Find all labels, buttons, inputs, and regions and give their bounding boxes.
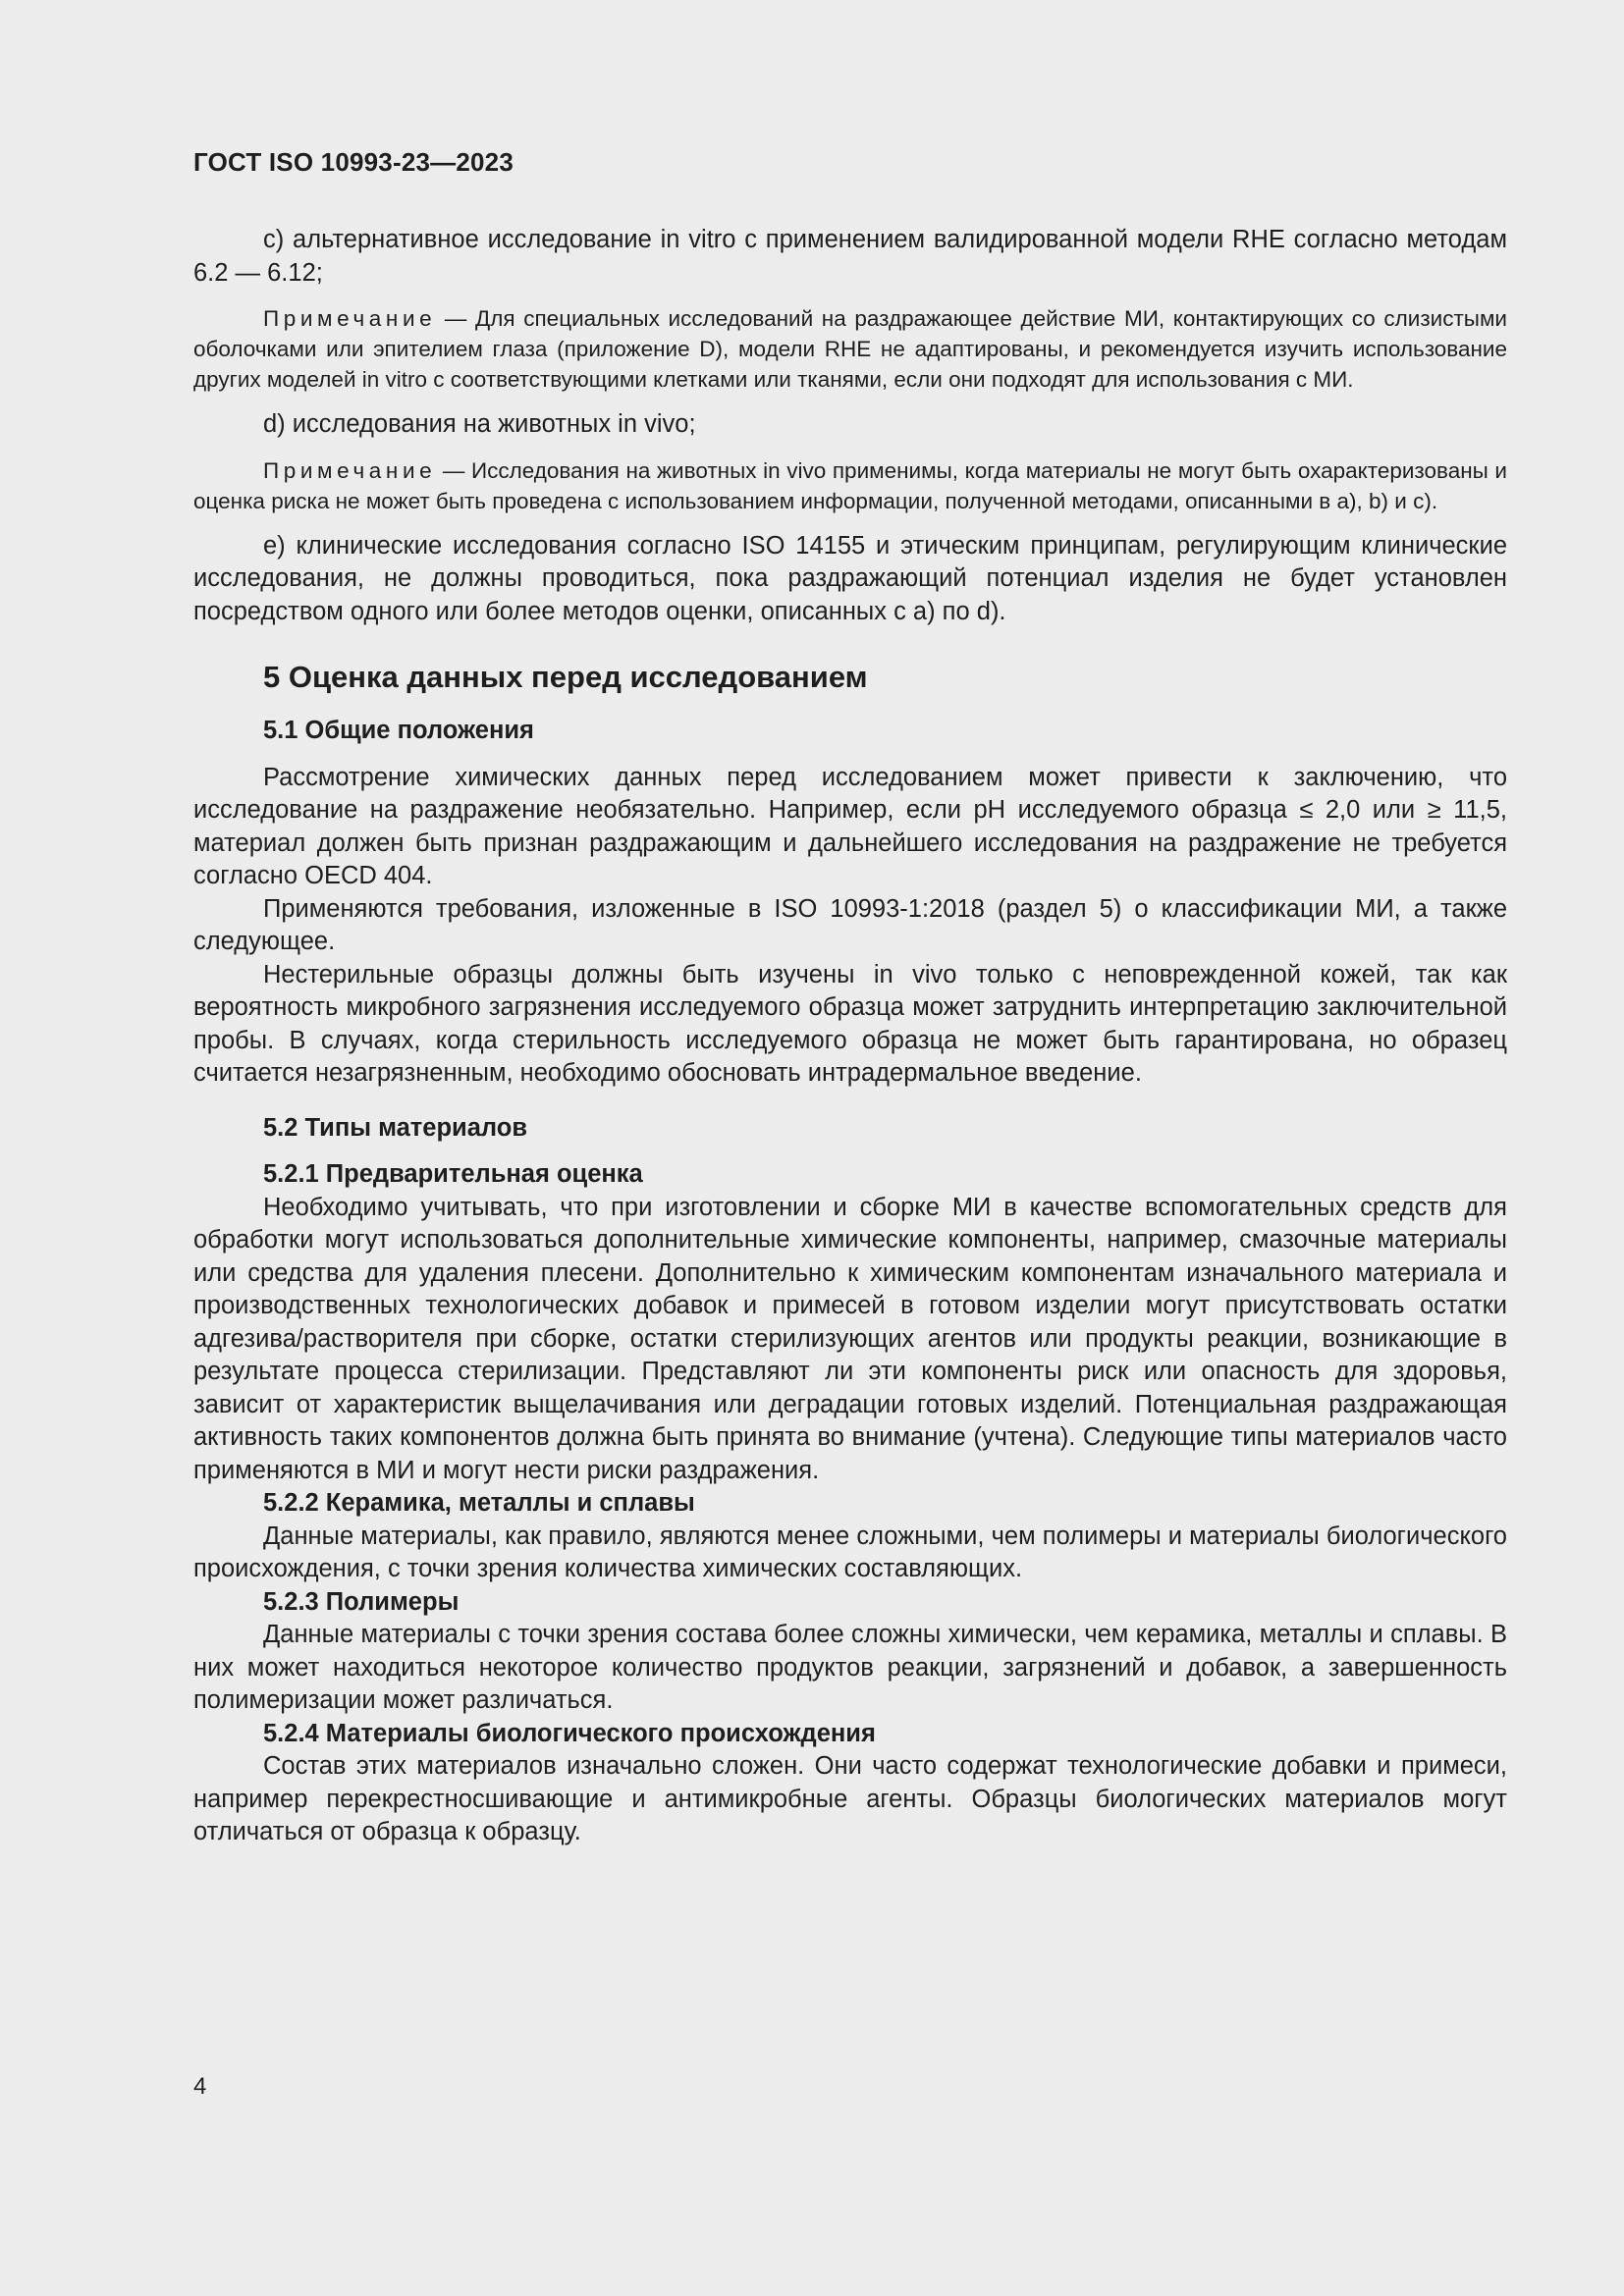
section-5-2-title: 5.2 Типы материалов [263, 1113, 528, 1142]
paragraph: Нестерильные образцы должны быть изучены in vivo только с неповрежденной кожей, так как вероятность микробного загрязнения исследуемого образца может затруднить интерпретацию заключительной пробы. В случаях, когда стерильность исследуемого образца не может быть гарантирована, но образец считается незагрязненным, необходимо обосновать интрадермальное введение. [193, 960, 1507, 1087]
section-5-2-1-title: 5.2.1 Предварительная оценка [263, 1160, 643, 1188]
section-5-title: 5 Оценка данных перед исследованием [263, 660, 868, 694]
paragraph: Рассмотрение химических данных перед исследованием может привести к заключению, что исследование на раздражение необязательно. Например, если pH исследуемого образца ≤ 2,0 или ≥ 11,5, материал должен быть признан раздражающим и дальнейшего исследования на раздражение не требуется согласно OECD 404. [193, 763, 1507, 889]
paragraph: Состав этих материалов изначально сложен. Они часто содержат технологические добавки и примеси, например перекрестносшивающие и антимикробные агенты. Образцы биологических материалов могут отличаться от образца к образцу. [193, 1752, 1507, 1845]
list-item-d: d) исследования на животных in vivo; [263, 410, 696, 438]
list-item-e: e) клинические исследования согласно ISO 14155 и этическим принципам, регулирующим клинические исследования, не должны проводиться, пока раздражающий потенциал изделия не будет установлен посредством одного или более методов оценки, описанных с a) по d). [193, 531, 1507, 625]
note-text: — Для специальных исследований на раздражающее действие МИ, контактирующих со слизистыми оболочками или эпителием глаза (приложение D), модели RHE не адаптированы, и рекомендуется изучить использование других моделей in vitro с соответствующими клетками или тканями, если они подходят для использования с МИ. [193, 306, 1507, 392]
section-5-2-2-title: 5.2.2 Керамика, металлы и сплавы [263, 1489, 695, 1517]
section-5-2-3-title: 5.2.3 Полимеры [263, 1587, 460, 1616]
document-header: ГОСТ ISO 10993-23—2023 [193, 147, 514, 177]
document-body [193, 224, 1507, 1849]
note-label: Примечание [263, 457, 437, 483]
paragraph: Необходимо учитывать, что при изготовлении и сборке МИ в качестве вспомогательных средств для обработки могут использоваться дополнительные химические компоненты, например, смазочные материалы или средства для удаления плесени. Дополнительно к химическим компонентам изначального материала и производственных технологических добавок и примесей в готовом изделии могут присутствовать остатки адгезива/растворителя при сборке, остатки стерилизующих агентов или продукты реакции, возникающие в результате процесса стерилизации. Представляют ли эти компоненты риск или опасность для здоровья, зависит от характеристик выщелачивания или деградации готовых изделий. Потенциальная раздражающая активность таких компонентов должна быть принята во внимание (учтена). Следующие типы материалов часто применяются в МИ и могут нести риски раздражения. [193, 1193, 1507, 1484]
note-c [193, 303, 1507, 395]
note-label: Примечание [263, 306, 437, 331]
note-text: — Исследования на животных in vivo применимы, когда материалы не могут быть охарактеризованы и оценка риска не может быть проведена с использованием информации, полученной методами, описанными в a), b) и c). [193, 457, 1507, 513]
paragraph: Данные материалы, как правило, являются менее сложными, чем полимеры и материалы биологического происхождения, с точки зрения количества химических составляющих. [193, 1522, 1507, 1582]
section-5-1-title: 5.1 Общие положения [263, 717, 534, 744]
paragraph: Данные материалы с точки зрения состава более сложны химически, чем керамика, металлы и сплавы. В них может находиться некоторое количество продуктов реакции, загрязнений и добавок, а завершенность полимеризации может различаться. [193, 1621, 1507, 1714]
list-item-c: c) альтернативное исследование in vitro с применением валидированной модели RHE согласно методам 6.2 — 6.12; [193, 226, 1507, 287]
page-number: 4 [193, 2073, 207, 2100]
note-d [193, 455, 1507, 516]
paragraph: Применяются требования, изложенные в ISO 10993-1:2018 (раздел 5) о классификации МИ, а также следующее. [193, 894, 1507, 955]
section-5-2-4-title: 5.2.4 Материалы биологического происхождения [263, 1719, 876, 1747]
